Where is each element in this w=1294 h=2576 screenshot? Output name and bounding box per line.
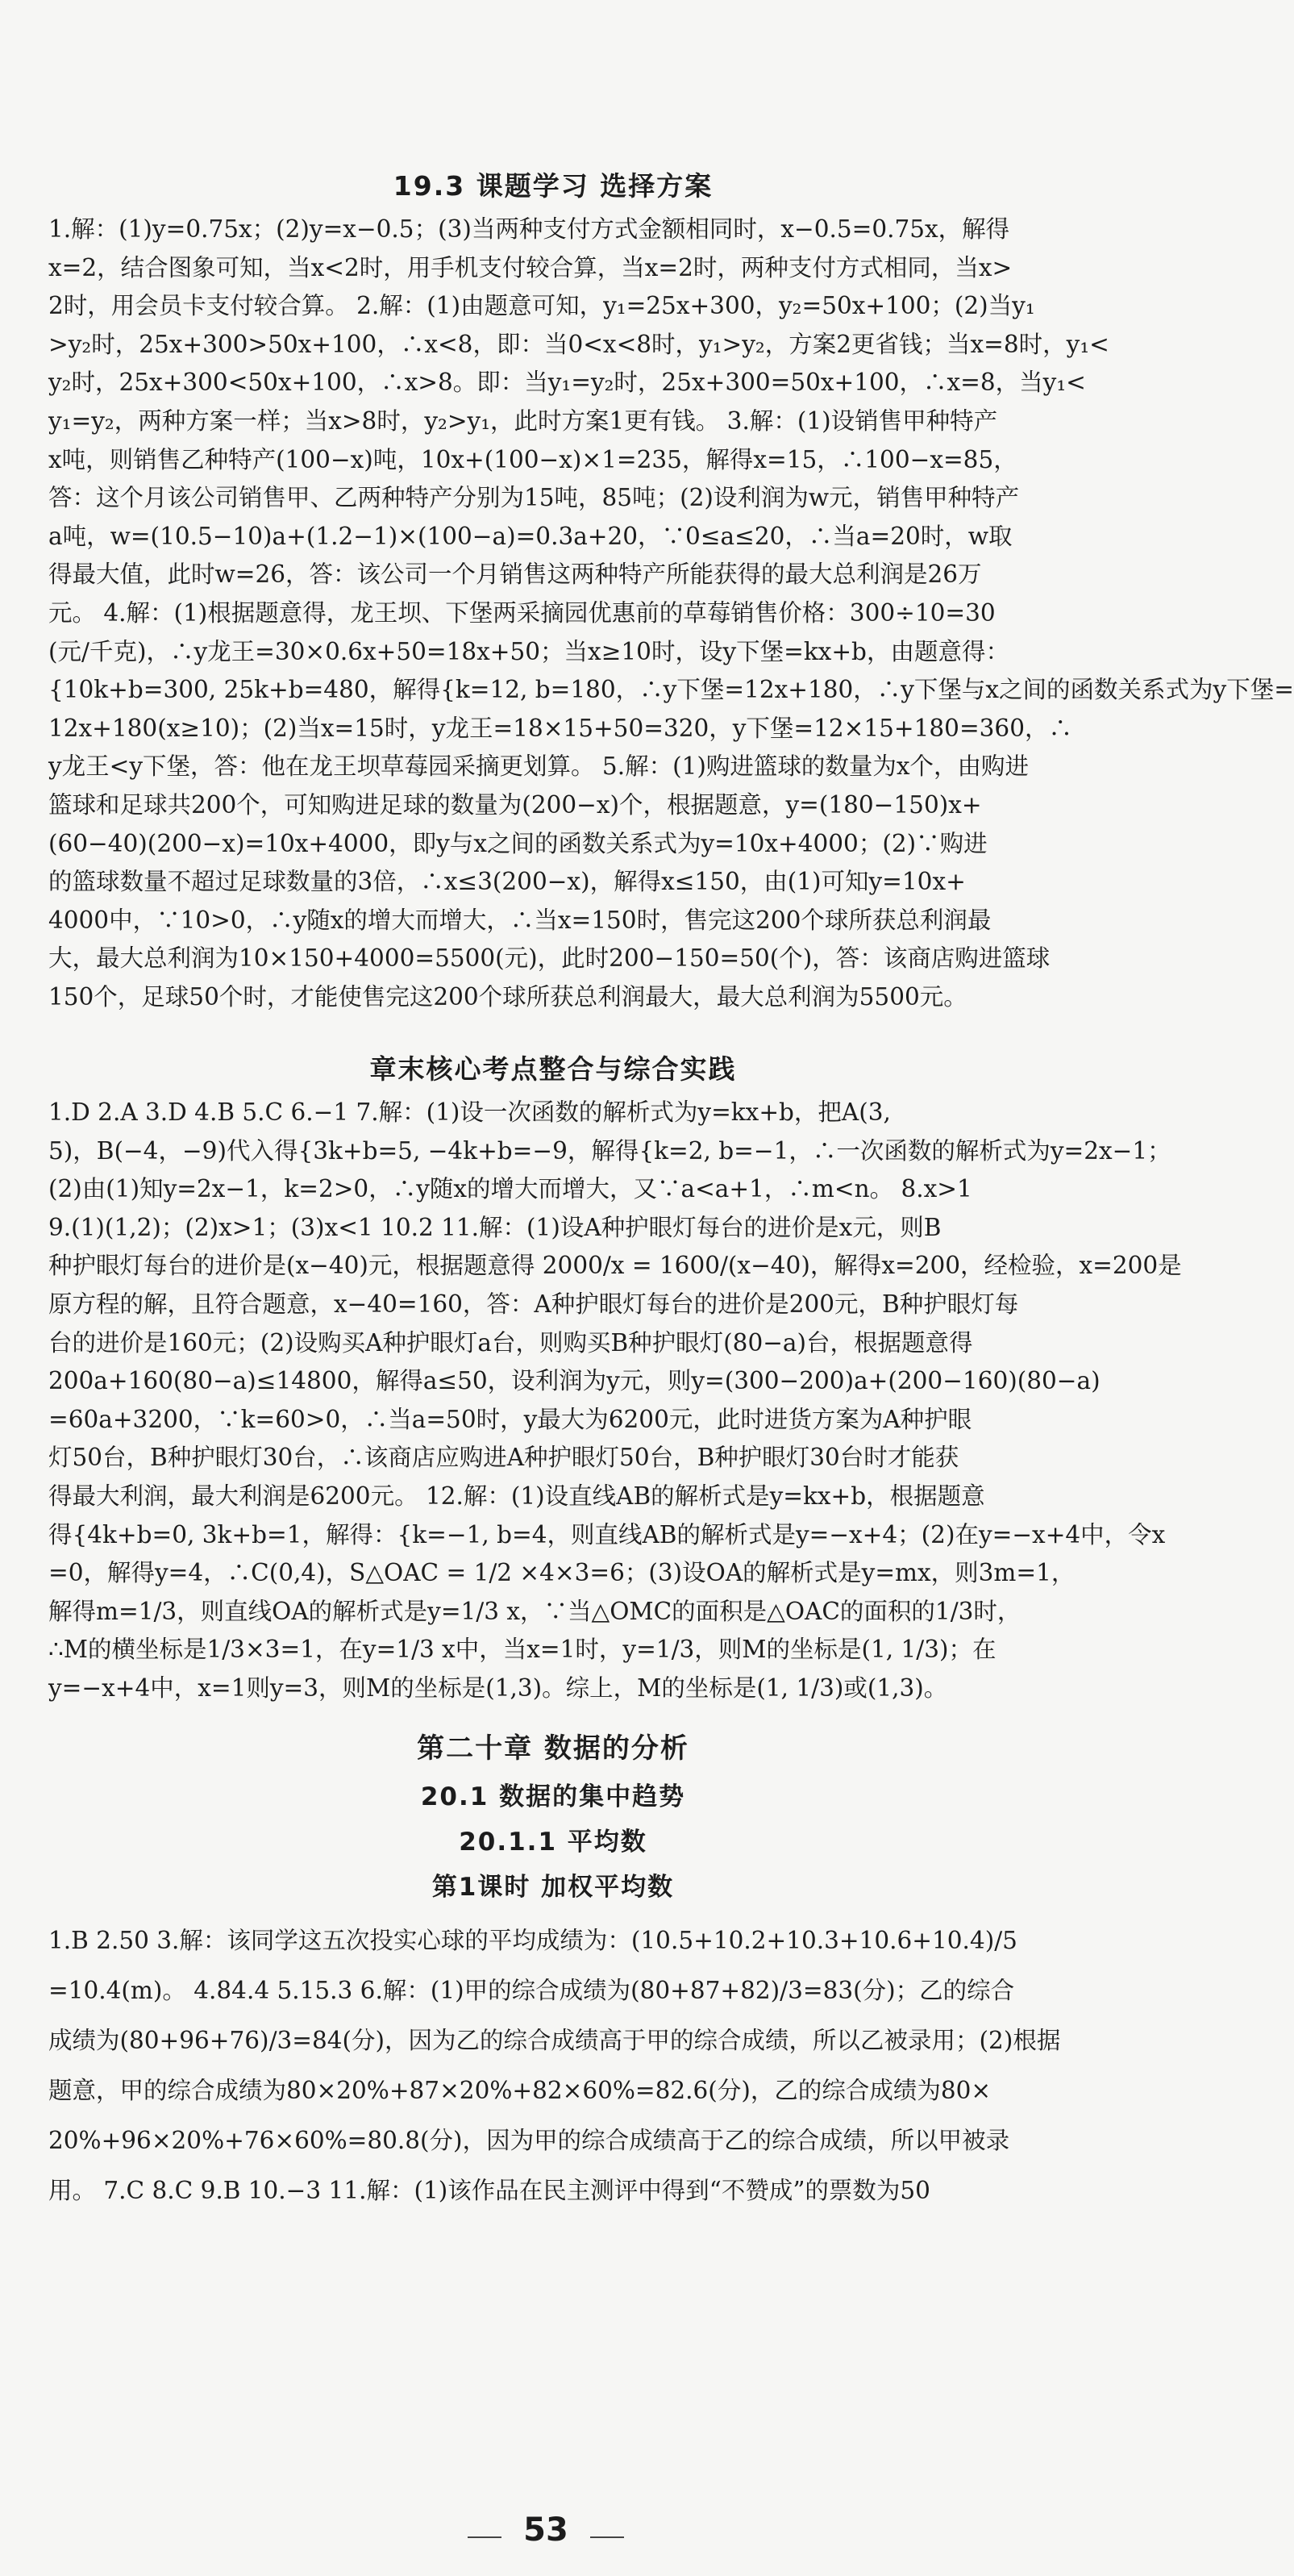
text-line: 成绩为(80+96+76)/3=84(分)，因为乙的综合成绩高于甲的综合成绩，所以乙被录用；(2)根据 <box>48 2027 1061 2054</box>
text-line: 1.D 2.A 3.D 4.B 5.C 6.−1 7.解：(1)设一次函数的解析式为y=kx+b，把A(3, <box>48 1098 891 1126</box>
text-line: 台的进价是160元；(2)设购买A种护眼灯a台，则购买B种护眼灯(80−a)台，根据题意得 <box>48 1328 973 1357</box>
chapter-20-headings <box>48 1726 1058 1913</box>
text-line: =60a+3200，∵k=60>0，∴当a=50时，y最大为6200元，此时进货方案为A种护眼 <box>48 1405 972 1433</box>
section-title: 19.3 课题学习 选择方案 <box>393 170 714 202</box>
text-line: >y₂时，25x+300>50x+100，∴x<8，即：当0<x<8时，y₁>y₂，方案2更省钱；当x=8时，y₁< <box>48 330 1109 358</box>
text-line: 大，最大总利润为10×150+4000=5500(元)，此时200−150=50(个)，答：该商店购进篮球 <box>48 944 1051 973</box>
page-number <box>0 2511 1092 2549</box>
section-19-3 <box>48 165 1294 1016</box>
text-line: 5)，B(−4，−9)代入得{3k+b=5, −4k+b=−9，解得{k=2, b=−1，∴一次函数的解析式为y=2x−1； <box>48 1136 1171 1165</box>
text-line: 种护眼灯每台的进价是(x−40)元，根据题意得 2000/x = 1600/(x−40)，解得x=200，经检验，x=200是 <box>48 1252 1182 1280</box>
text-line: y=−x+4中，x=1则y=3，则M的坐标是(1,3)。综上，M的坐标是(1, 1/3)或(1,3)。 <box>48 1674 948 1702</box>
divider <box>590 2536 624 2538</box>
text-line: (元/千克)，∴y龙王=30×0.6x+50=18x+50；当x≥10时，设y下堡=kx+b，由题意得： <box>48 637 1009 665</box>
text-line: 9.(1)(1,2)；(2)x>1；(3)x<1 10.2 11.解：(1)设A种护眼灯每台的进价是x元，则B <box>48 1213 942 1241</box>
text-line: 150个，足球50个时，才能使售完这200个球所获总利润最大，最大总利润为5500元。 <box>48 982 967 1011</box>
text-line: 用。 7.C 8.C 9.B 10.−3 11.解：(1)该作品在民主测评中得到“不赞成”的票数为50 <box>48 2177 930 2204</box>
text-line: 篮球和足球共200个，可知购进足球的数量为(200−x)个，根据题意，y=(180−150)x+ <box>48 790 982 819</box>
lesson-answers <box>48 1915 1061 2215</box>
text-line: 12x+180(x≥10)；(2)当x=15时，y龙王=18×15+50=320，y下堡=12×15+180=360，∴ <box>48 714 1072 742</box>
text-line: 原方程的解，且符合题意，x−40=160，答：A种护眼灯每台的进价是200元，B种护眼灯每 <box>48 1290 1019 1318</box>
chapter-title: 第二十章 数据的分析 <box>417 1732 689 1765</box>
text-line: (2)由(1)知y=2x−1，k=2>0，∴y随x的增大而增大，又∵a<a+1，∴m<n。 8.x>1 <box>48 1175 972 1203</box>
text-line: y₂时，25x+300<50x+100，∴x>8。即：当y₁=y₂时，25x+300=50x+100，∴x=8，当y₁< <box>48 369 1086 397</box>
section-body <box>48 1094 1182 1708</box>
text-line: 1.解：(1)y=0.75x；(2)y=x−0.5；(3)当两种支付方式金额相同时，x−0.5=0.75x，解得 <box>48 215 1010 243</box>
chapter-review-section <box>48 1048 1182 1708</box>
section-title: 20.1 数据的集中趋势 <box>420 1782 686 1811</box>
lesson-title: 第1课时 加权平均数 <box>431 1873 675 1902</box>
section-body <box>48 210 1294 1016</box>
text-line: 20%+96×20%+76×60%=80.8(分)，因为甲的综合成绩高于乙的综合成绩，所以甲被录 <box>48 2127 1010 2154</box>
section-title: 章末核心考点整合与综合实践 <box>369 1053 737 1085</box>
text-line: 200a+160(80−a)≤14800，解得a≤50，设利润为y元，则y=(300−200)a+(200−160)(80−a) <box>48 1367 1101 1395</box>
text-line: 2时，用会员卡支付较合算。 2.解：(1)由题意可知，y₁=25x+300，y₂=50x+100；(2)当y₁ <box>48 292 1035 320</box>
text-line: 题意，甲的综合成绩为80×20%+87×20%+82×60%=82.6(分)，乙的综合成绩为80× <box>48 2077 992 2104</box>
text-line: 得最大利润，最大利润是6200元。 12.解：(1)设直线AB的解析式是y=kx+b，根据题意 <box>48 1482 985 1510</box>
subsection-title: 20.1.1 平均数 <box>459 1828 647 1857</box>
text-line: 答：这个月该公司销售甲、乙两种特产分别为15吨，85吨；(2)设利润为w元，销售甲种特产 <box>48 484 1020 512</box>
text-line: x=2，结合图象可知，当x<2时，用手机支付较合算，当x=2时，两种支付方式相同，当x> <box>48 253 1013 281</box>
text-line: 得最大值，此时w=26，答：该公司一个月销售这两种特产所能获得的最大总利润是26万 <box>48 561 982 589</box>
page-number-text: 53 <box>523 2511 568 2549</box>
text-line: 元。 4.解：(1)根据题意得，龙王坝、下堡两采摘园优惠前的草莓销售价格：300÷10=30 <box>48 598 996 627</box>
text-line: a吨，w=(10.5−10)a+(1.2−1)×(100−a)=0.3a+20，∵0≤a≤20，∴当a=20时，w取 <box>48 522 1013 550</box>
text-line: ∴M的横坐标是1/3×3=1，在y=1/3 x中，当x=1时，y=1/3，则M的坐标是(1, 1/3)；在 <box>48 1636 997 1664</box>
text-line: {10k+b=300, 25k+b=480，解得{k=12, b=180，∴y下堡=12x+180，∴y下堡与x之间的函数关系式为y下堡= <box>48 676 1294 704</box>
text-line: 4000中，∵10>0，∴y随x的增大而增大，∴当x=150时，售完这200个球所获总利润最 <box>48 906 992 934</box>
text-line: =10.4(m)。 4.84.4 5.15.3 6.解：(1)甲的综合成绩为(80+87+82)/3=83(分)；乙的综合 <box>48 1977 1015 2004</box>
text-line: x吨，则销售乙种特产(100−x)吨，10x+(100−x)×1=235，解得x=15，∴100−x=85， <box>48 445 1017 473</box>
text-line: y龙王<y下堡，答：他在龙王坝草莓园采摘更划算。 5.解：(1)购进篮球的数量为x个，由购进 <box>48 752 1029 781</box>
text-line: 灯50台，B种护眼灯30台，∴该商店应购进A种护眼灯50台，B种护眼灯30台时才能获 <box>48 1444 959 1472</box>
text-line: y₁=y₂，两种方案一样；当x>8时，y₂>y₁，此时方案1更有钱。 3.解：(1)设销售甲种特产 <box>48 406 998 435</box>
text-line: 解得m=1/3，则直线OA的解析式是y=1/3 x，∵当△OMC的面积是△OAC的面积的1/3时， <box>48 1597 1021 1625</box>
text-line: 的篮球数量不超过足球数量的3倍，∴x≤3(200−x)，解得x≤150，由(1)可知y=10x+ <box>48 868 966 896</box>
text-line: 得{4k+b=0, 3k+b=1，解得：{k=−1, b=4，则直线AB的解析式是y=−x+4；(2)在y=−x+4中，令x <box>48 1520 1166 1549</box>
text-line: (60−40)(200−x)=10x+4000，即y与x之间的函数关系式为y=10x+4000；(2)∵购进 <box>48 829 988 857</box>
text-line: 1.B 2.50 3.解：该同学这五次投实心球的平均成绩为：(10.5+10.2+10.3+10.6+10.4)/5 <box>48 1927 1017 1954</box>
text-line: =0，解得y=4，∴C(0,4)，S△OAC = 1/2 ×4×3=6；(3)设OA的解析式是y=mx，则3m=1， <box>48 1559 1076 1587</box>
divider <box>468 2536 501 2538</box>
